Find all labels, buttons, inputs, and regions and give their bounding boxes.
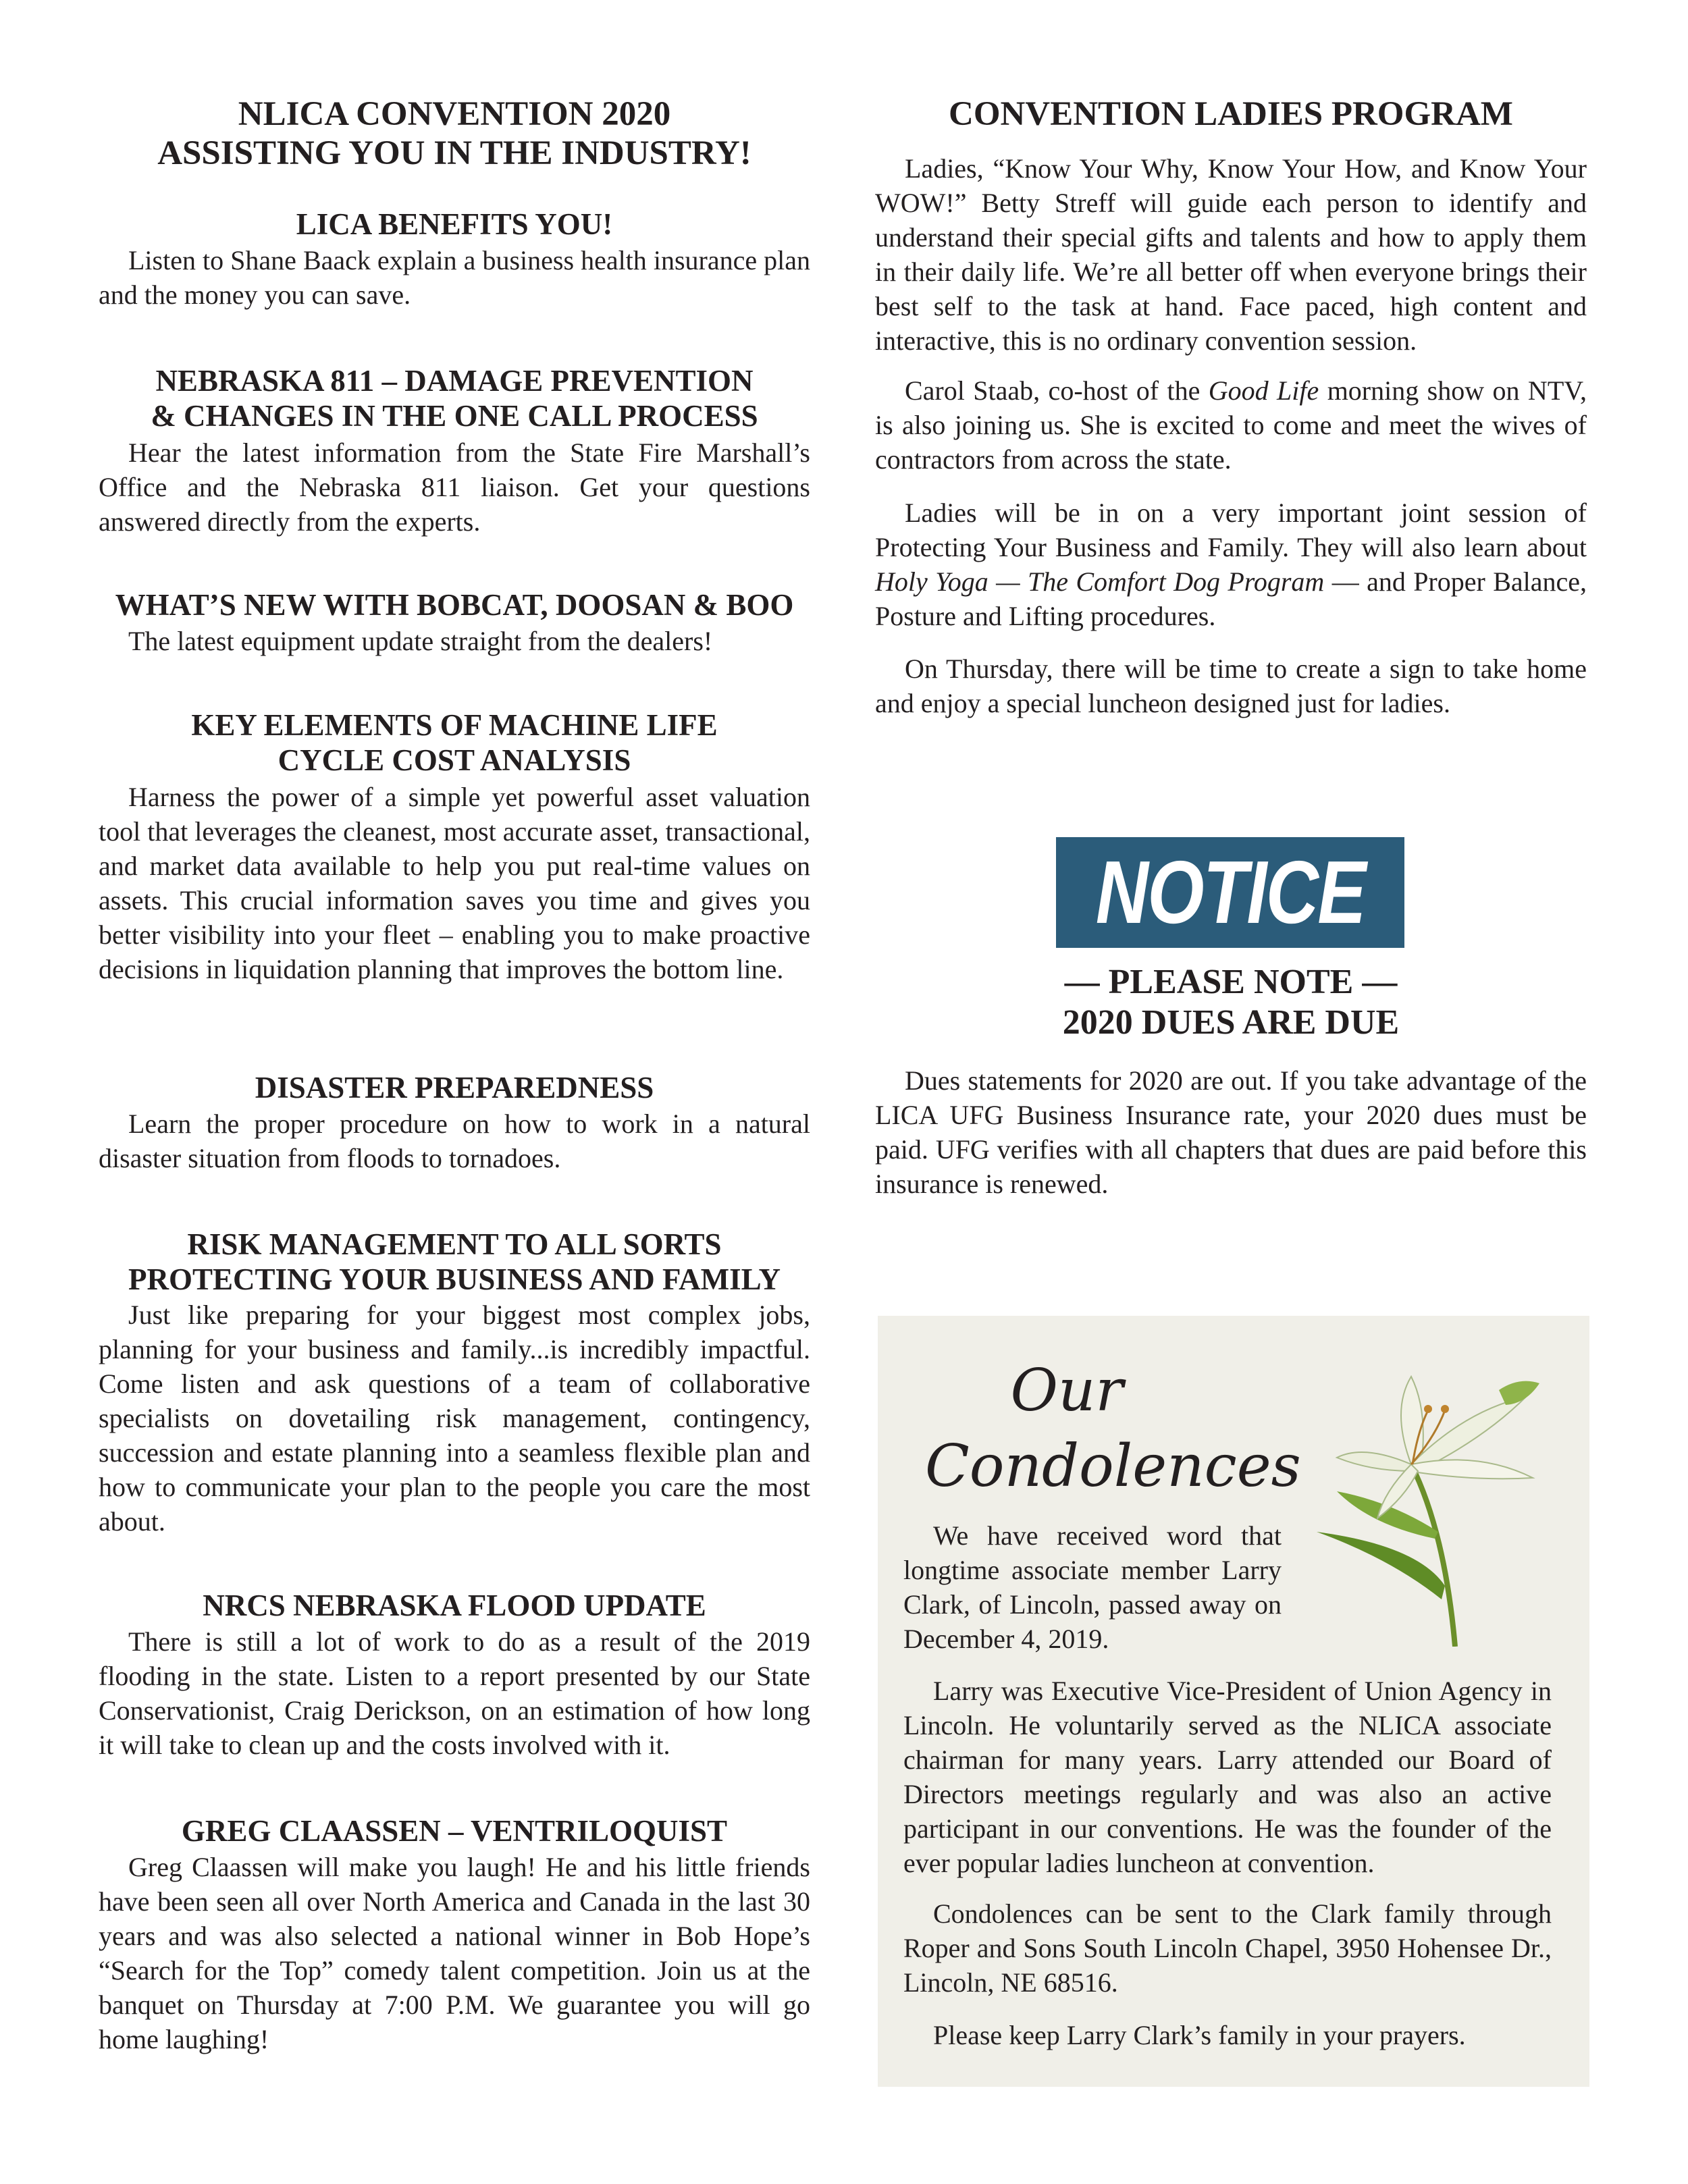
condolences-title [925,1353,1301,1504]
section-body-lica-benefits: Listen to Shane Baack explain a business health insurance plan and the money you can save. [99,245,810,310]
condolences-title-line-1: Our [1010,1357,1124,1424]
section-body-machine-life-cycle: Harness the power of a simple yet powerful asset valuation tool that leverages the cleanest, most accurate asset, transactional, and market data available to help you put real-time values on assets. This crucial information saves you time and gives you better visibility into your fleet – enabling you to make proactive decisions in liquidation planning that improves the bottom line. [99,782,811,984]
ladies-program-paragraph-2 [875,373,1587,477]
text-run: Carol Staab, co-host of the [905,375,1209,406]
section-body-greg-claassen: Greg Claassen will make you laugh! He and his little friends have been seen all over North America and Canada in the last 30 years and was also selected a national winner in Bob Hope’s “Search for the Top” comedy talent competition. Join us at the banquet on Thursday at 7:00 P.M. We guarantee you will go home laughing! [99,1852,810,2054]
section-body-nebraska-811: Hear the latest information from the State Fire Marshall’s Office and the Nebraska 811 liaison. Get your questions answered directly from the experts. [99,437,810,537]
condolences-box [878,1316,1589,2087]
condolences-paragraph-3: Condolences can be sent to the Clark family through Roper and Sons South Lincoln Chapel, 3950 Hohensee Dr., Lincoln, NE 68516. [903,1898,1552,1998]
lily-flower-illustration [1310,1363,1580,1647]
title-line-1: NLICA CONVENTION 2020 [238,95,671,133]
heading-line: KEY ELEMENTS OF MACHINE LIFE [191,708,718,742]
section-heading-greg-claassen: GREG CLAASSEN – VENTRILOQUIST [181,1814,728,1848]
show-name: Good Life [1208,375,1319,406]
section-body-disaster-preparedness: Learn the proper procedure on how to work in a natural disaster situation from floods to tornadoes. [99,1109,810,1173]
condolences-paragraph-4: Please keep Larry Clark’s family in your prayers. [933,2020,1466,2050]
section-body-nrcs-flood-update: There is still a lot of work to do as a result of the 2019 flooding in the state. Listen to a report presented by our State Conservationist, Craig Derickson, on an estimation of how long it will take to clean up and the costs involved with it. [99,1626,810,1760]
dues-body: Dues statements for 2020 are out. If you take advantage of the LICA UFG Business Insurance rate, your 2020 dues must be paid. UFG verifies with all chapters that dues are paid before this insurance is renewed. [875,1065,1587,1199]
section-heading-nrcs-flood-update: NRCS NEBRASKA FLOOD UPDATE [203,1589,706,1622]
dues-heading [875,962,1587,1043]
text-run: Ladies will be in on a very important joint session of Protecting Your Business and Family. They will also learn about [875,498,1587,562]
section-body-bobcat-doosan: The latest equipment update straight from the dealers! [128,626,713,656]
condolences-paragraph-1: We have received word that longtime associate member Larry Clark, of Lincoln, passed away on December 4, 2019. [903,1520,1282,1654]
text-run: — and Proper Balance, Posture and Lifting procedures. [875,566,1587,631]
ladies-program-heading: CONVENTION LADIES PROGRAM [949,95,1513,133]
ladies-program-paragraph-4: On Thursday, there will be time to create a sign to take home and enjoy a special luncheon designed just for ladies. [875,654,1587,718]
text-run: morning show on NTV, is also joining us. She is excited to come and meet the wives of contractors from across the state. [875,375,1587,475]
ladies-program-paragraph-3 [875,496,1587,633]
notice-badge-text: NOTICE [1095,843,1365,942]
section-body-risk-management: Just like preparing for your biggest most complex jobs, planning for your business and family...is incredibly impactful. Come listen and ask questions of a team of collaborative specialists on dovetailing risk management, contingency, succession and estate planning into a seamless flexible plan and how to communicate your plan to the people you care the most about. [99,1300,810,1537]
condolences-paragraph-2: Larry was Executive Vice-President of Union Agency in Lincoln. He voluntarily served as the NLICA associate chairman for many years. Larry attended our Board of Directors meetings regularly and was also an active participant in our conventions. He was the founder of the ever popular ladies luncheon at convention. [903,1676,1552,1878]
heading-line: RISK MANAGEMENT TO ALL SORTS [187,1227,722,1261]
dues-heading-line-1: — PLEASE NOTE — [1064,963,1398,1001]
heading-line: PROTECTING YOUR BUSINESS AND FAMILY [128,1262,781,1296]
section-heading-risk-management [99,1227,810,1297]
section-heading-bobcat-doosan: WHAT’S NEW WITH BOBCAT, DOOSAN & BOO [115,588,794,622]
section-heading-nebraska-811 [99,363,810,433]
title-line-2: ASSISTING YOU IN THE INDUSTRY! [157,134,751,172]
notice-badge [1056,837,1404,948]
page-title [99,95,810,173]
heading-line: & CHANGES IN THE ONE CALL PROCESS [151,399,758,433]
section-heading-machine-life-cycle [99,708,810,778]
heading-line: NEBRASKA 811 – DAMAGE PREVENTION [155,364,754,398]
program-names: Holy Yoga — The Comfort Dog Program [875,566,1325,597]
section-heading-disaster-preparedness: DISASTER PREPAREDNESS [255,1071,654,1104]
ladies-program-paragraph-1: Ladies, “Know Your Why, Know Your How, and Know Your WOW!” Betty Streff will guide each person to identify and understand their special gifts and talents and how to apply them in their daily life. We’re all better off when everyone brings their best self to the task at hand. Face paced, high content and interactive, this is no ordinary convention session. [875,153,1587,356]
condolences-title-line-2: Condolences [925,1433,1301,1500]
section-heading-lica-benefits: LICA BENEFITS YOU! [296,207,613,241]
dues-heading-line-2: 2020 DUES ARE DUE [1062,1003,1400,1042]
heading-line: CYCLE COST ANALYSIS [278,743,631,777]
